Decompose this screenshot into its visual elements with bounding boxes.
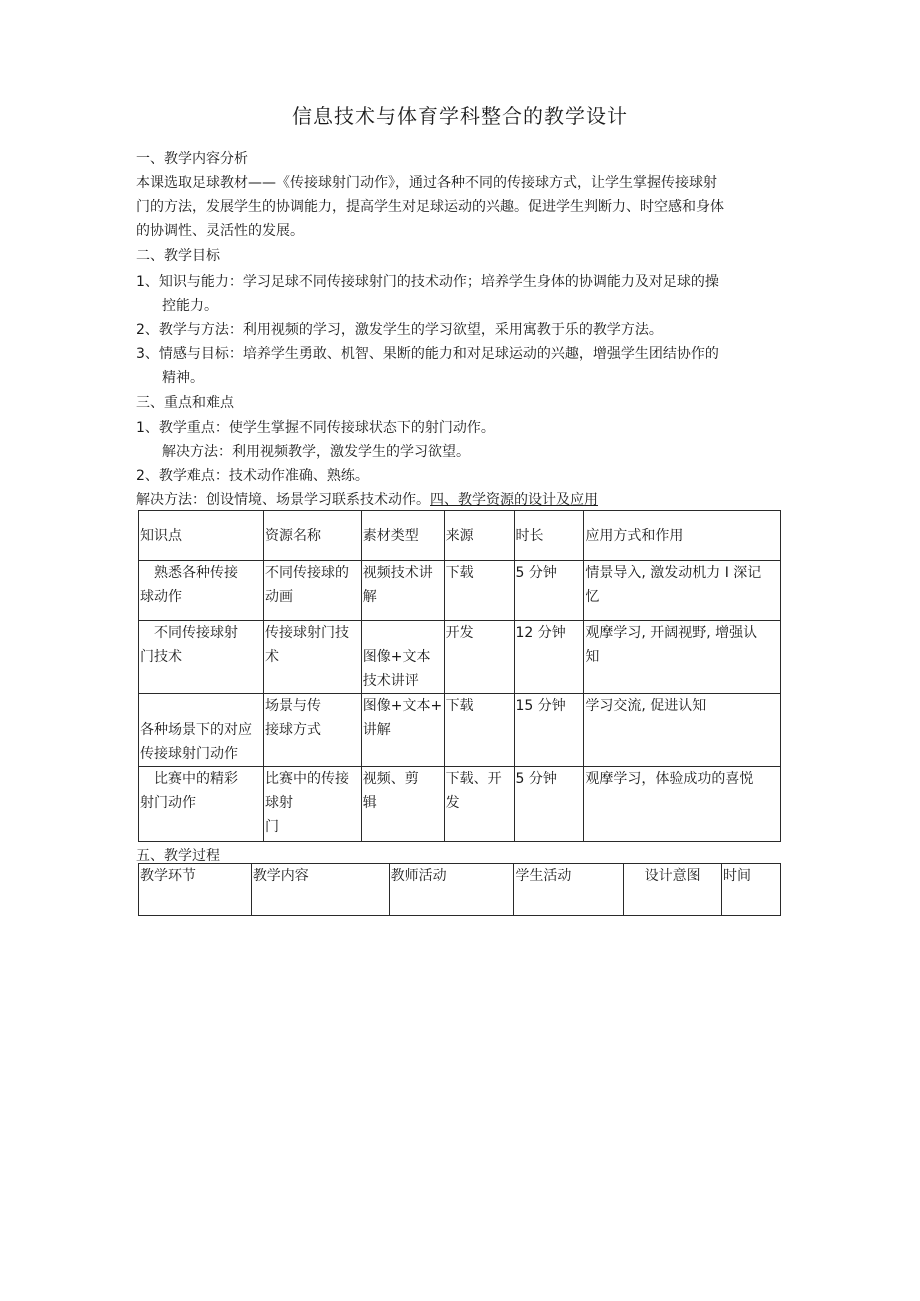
header-cell: 教师活动	[389, 864, 514, 916]
page-title: 信息技术与体育学科整合的教学设计	[292, 104, 628, 128]
header-cell: 应用方式和作用	[584, 511, 781, 561]
knowledge-point-cell: 比赛中的精彩 射门动作	[139, 767, 264, 842]
resources-table	[138, 510, 781, 842]
resource-name-cell: 场景与传 接球方式	[263, 694, 361, 767]
resource-name-cell: 传接球射门技 术	[263, 621, 361, 694]
key-point-2-solution-line	[136, 491, 598, 509]
section-heading-process: 五、教学过程	[136, 848, 220, 864]
table-row	[139, 561, 781, 621]
header-cell: 学生活动	[514, 864, 624, 916]
header-cell: 设计意图	[624, 864, 722, 916]
usage-cell: 情景导入, 激发动机力 I 深记 忆	[584, 561, 781, 621]
source-cell: 开发	[444, 621, 514, 694]
header-cell: 来源	[444, 511, 514, 561]
paragraph-line: 门的方法，发展学生的协调能力，提高学生对足球运动的兴趣。促进学生判断力、时空感和身体	[136, 199, 724, 215]
section-heading-key-points: 三、重点和难点	[136, 395, 234, 411]
duration-cell: 15 分钟	[514, 694, 584, 767]
paragraph-line: 的协调性、灵活性的发展。	[136, 223, 304, 239]
table-row	[139, 694, 781, 767]
header-cell: 知识点	[139, 511, 264, 561]
duration-cell: 12 分钟	[514, 621, 584, 694]
header-cell: 资源名称	[263, 511, 361, 561]
objective-item-1: 1、知识与能力：学习足球不同传接球射门的技术动作；培养学生身体的协调能力及对足球的操	[136, 274, 719, 290]
usage-cell: 观摩学习, 开阔视野, 增强认 知	[584, 621, 781, 694]
header-cell: 时间	[722, 864, 781, 916]
key-point-1: 1、教学重点：使学生掌握不同传接球状态下的射门动作。	[136, 420, 495, 436]
table-row	[139, 767, 781, 842]
header-cell: 教学内容	[251, 864, 389, 916]
table-row	[139, 621, 781, 694]
header-cell: 素材类型	[361, 511, 444, 561]
knowledge-point-cell: 熟悉各种传接 球动作	[139, 561, 264, 621]
knowledge-point-cell: 各种场景下的对应 传接球射门动作	[139, 694, 264, 767]
duration-cell: 5 分钟	[514, 561, 584, 621]
material-type-cell: 视频技术讲 解	[361, 561, 444, 621]
header-cell: 时长	[514, 511, 584, 561]
material-type-cell: 图像+文本+ 讲解	[361, 694, 444, 767]
table-header-row	[139, 864, 781, 916]
section-heading-objectives: 二、教学目标	[136, 248, 220, 264]
duration-cell: 5 分钟	[514, 767, 584, 842]
section-heading-content-analysis: 一、教学内容分析	[136, 151, 248, 167]
material-type-cell: 视频、剪 辑	[361, 767, 444, 842]
table-header-row	[139, 511, 781, 561]
process-table	[138, 863, 781, 916]
source-cell: 下载	[444, 561, 514, 621]
paragraph-line: 本课选取足球教材——《传接球射门动作》，通过各种不同的传接球方式，让学生掌握传接球射	[136, 175, 717, 191]
resource-name-cell: 比赛中的传接 球射 门	[263, 767, 361, 842]
knowledge-point-cell: 不同传接球射 门技术	[139, 621, 264, 694]
source-cell: 下载、开 发	[444, 767, 514, 842]
objective-item-3-cont: 精神。	[162, 370, 204, 386]
material-type-cell: 图像+文本 技术讲评	[361, 621, 444, 694]
objective-item-3: 3、情感与目标：培养学生勇敢、机智、果断的能力和对足球运动的兴趣，增强学生团结协作的	[136, 346, 719, 362]
usage-cell: 观摩学习，体验成功的喜悦	[584, 767, 781, 842]
objective-item-1-cont: 控能力。	[162, 298, 218, 314]
key-point-2-solution: 解决方法：创设情境、场景学习联系技术动作。	[136, 492, 430, 508]
header-cell: 教学环节	[139, 864, 252, 916]
objective-item-2: 2、教学与方法：利用视频的学习，激发学生的学习欲望，采用寓教于乐的教学方法。	[136, 322, 663, 338]
key-point-1-solution: 解决方法：利用视频教学，激发学生的学习欲望。	[162, 444, 470, 460]
resource-name-cell: 不同传接球的 动画	[263, 561, 361, 621]
source-cell: 下载	[444, 694, 514, 767]
key-point-2: 2、教学难点：技术动作准确、熟练。	[136, 468, 369, 484]
section-heading-resources: 四、教学资源的设计及应用	[430, 492, 598, 508]
usage-cell: 学习交流, 促进认知	[584, 694, 781, 767]
